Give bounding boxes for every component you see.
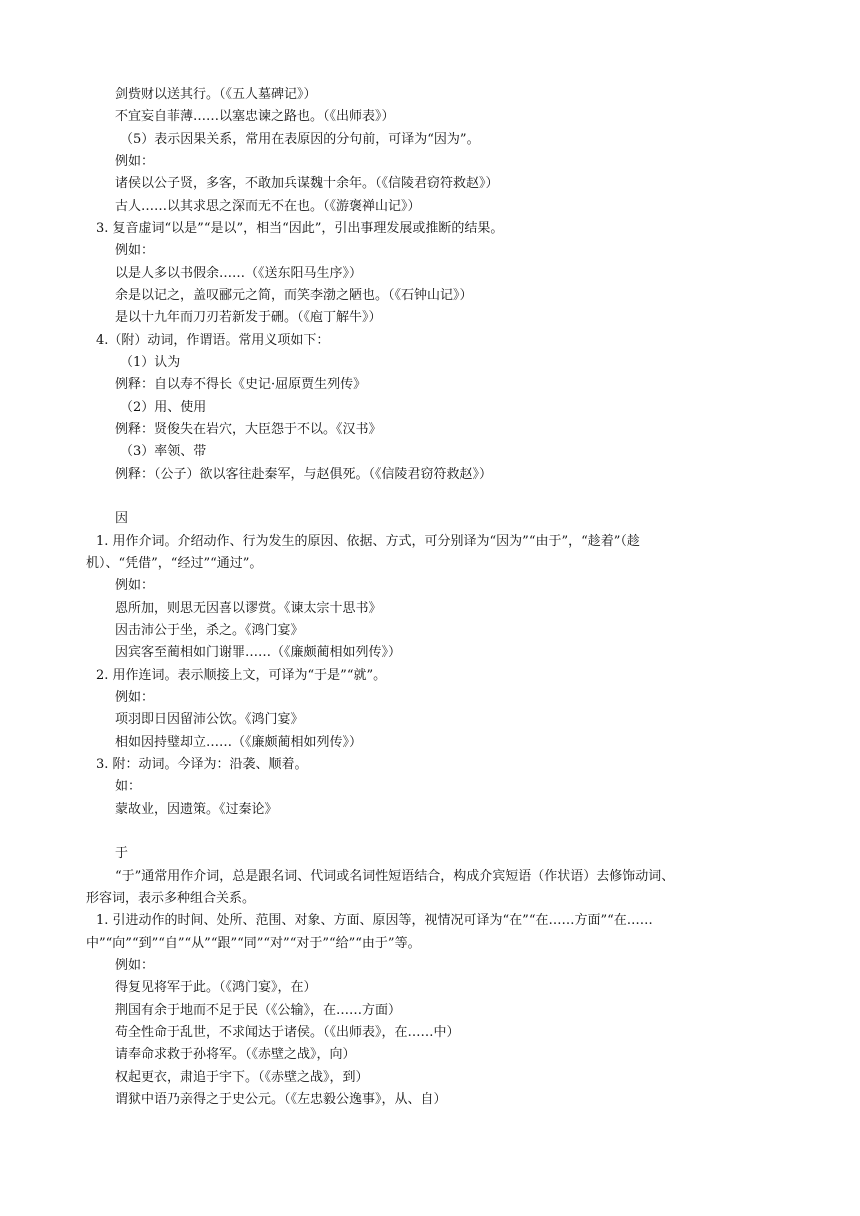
text-line: 机）、“凭借”，“经过”“通过”。 (86, 556, 263, 571)
text-line: 相如因持璧却立……（《廉颇蔺相如列传》） (115, 735, 363, 750)
text-line: 谓狱中语乃亲得之于史公元。（《左忠毅公逸事》，从、自） (115, 1092, 447, 1107)
text-line: 余是以记之，盖叹郦元之简，而笑李渤之陋也。（《石钟山记》） (115, 288, 473, 303)
text-line: 以是人多以书假余……（《送东阳马生序》） (115, 266, 363, 281)
text-line: 例如： (115, 958, 155, 973)
text-line: 苟全性命于乱世，不求闻达于诸侯。（《出师表》，在……中） (115, 1025, 460, 1040)
text-line: 剑赀财以送其行。（《五人墓碑记》） (115, 87, 317, 102)
text-line: （3）率领、带 (120, 444, 207, 459)
text-line: 是以十九年而刀刃若新发于硎。（《庖丁解牛》） (115, 310, 382, 325)
text-line: 例如： (115, 578, 155, 593)
text-line: “于”通常用作介词，总是跟名词、代词或名词性短语结合，构成介宾短语（作状语）去修饰动词、 (115, 869, 675, 884)
text-line: 如： (115, 779, 142, 794)
text-line: 中”“向”“到”“自”“从”“跟”“同”“对”“对于”“给”“由于”等。 (86, 936, 421, 951)
numbered-item: 2. 用作连词。表示顺接上文，可译为“于是”“就”。 (96, 668, 387, 683)
section-heading: 因 (115, 511, 129, 526)
text-line: 例如： (115, 154, 155, 169)
text-line: 例如： (115, 243, 155, 258)
text-line: 蒙故业，因遗策。《过秦论》 (115, 802, 278, 817)
text-line: 因击沛公于坐，杀之。《鸿门宴》 (115, 623, 304, 638)
text-line: 形容词，表示多种组合关系。 (86, 891, 256, 906)
text-line: 恩所加，则思无因喜以谬赏。《谏太宗十思书》 (115, 601, 382, 616)
text-line: 权起更衣，肃追于宇下。（《赤壁之战》，到） (115, 1070, 369, 1085)
text-line: 例释：贤俊失在岩穴，大臣怨于不以。《汉书》 (115, 422, 382, 437)
section-heading: 于 (115, 846, 129, 861)
numbered-item: 3. 复音虚词“以是”“是以”，相当“因此”，引出事理发展或推断的结果。 (96, 221, 504, 236)
text-line: 古人……以其求思之深而无不在也。（《游褒禅山记》） (115, 199, 421, 214)
numbered-item: 3. 附：动词。今译为：沿袭、顺着。 (96, 757, 308, 772)
text-line: 因宾客至蔺相如门谢罪……（《廉颇蔺相如列传》） (115, 645, 402, 660)
numbered-item: 4.（附）动词，作谓语。常用义项如下： (96, 333, 330, 348)
text-line: 得复见将军于此。（《鸿门宴》，在） (115, 980, 317, 995)
text-line: 荆国有余于地而不足于民（《公输》，在……方面） (115, 1003, 402, 1018)
text-line: 例释：自以寿不得长《史记·屈原贾生列传》 (115, 377, 367, 392)
text-line: （1）认为 (120, 355, 181, 370)
text-line: （5）表示因果关系，常用在表原因的分句前，可译为“因为”。 (120, 132, 480, 147)
numbered-item: 1. 引进动作的时间、处所、范围、对象、方面、原因等，视情况可译为“在”“在……方面”“在…… (96, 913, 653, 928)
text-line: 请奉命求救于孙将军。（《赤壁之战》，向） (115, 1047, 356, 1062)
text-line: （2）用、使用 (120, 400, 207, 415)
numbered-item: 1. 用作介词。介绍动作、行为发生的原因、依据、方式，可分别译为“因为”“由于”，“趁着”（趁 (96, 534, 640, 549)
text-line: 例释：（公子）欲以客往赴秦军，与赵俱死。（《信陵君窃符救赵》） (115, 467, 493, 482)
text-line: 例如： (115, 690, 155, 705)
text-line: 项羽即日因留沛公饮。《鸿门宴》 (115, 712, 304, 727)
text-line: 不宜妄自菲薄……以塞忠谏之路也。（《出师表》） (115, 109, 395, 124)
text-line: 诸侯以公子贤，多客，不敢加兵谋魏十余年。（《信陵君窃符救赵》） (115, 176, 499, 191)
